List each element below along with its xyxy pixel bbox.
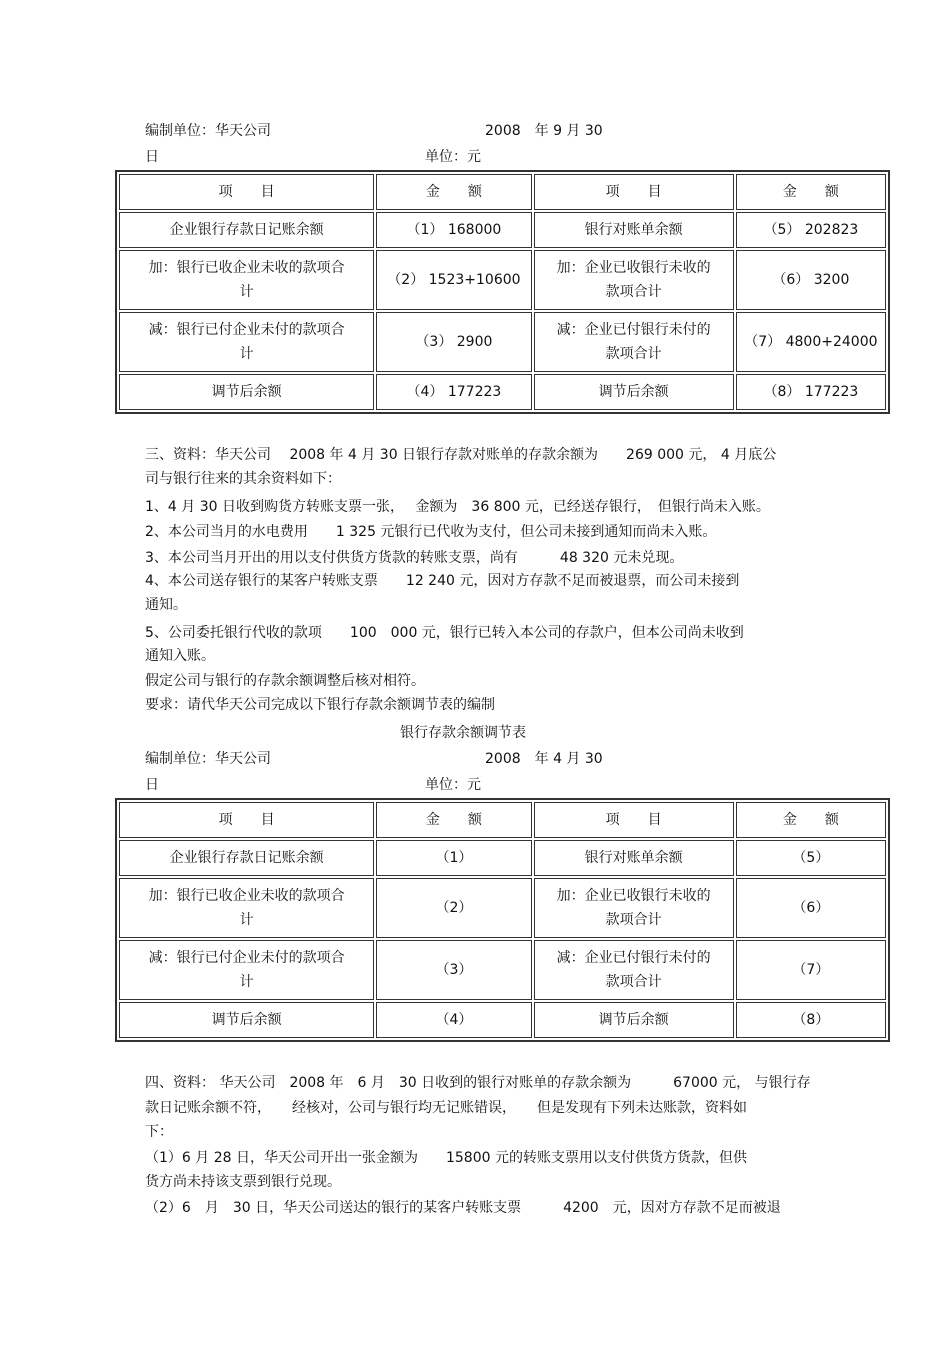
cell-label [119, 250, 374, 310]
section3-item-5-cont: 通知入账。 [145, 648, 215, 664]
cell-amount: （3） 2900 [376, 312, 531, 372]
reconciliation-table-2 [115, 798, 890, 1042]
header-item: 项 目 [119, 802, 374, 838]
cell-amount: （8） [736, 1002, 886, 1038]
table2-currency: 单位：元 [425, 777, 481, 793]
cell-label [119, 878, 374, 938]
table1-day: 日 [145, 149, 159, 165]
section4-paragraph-cont2: 下： [145, 1124, 173, 1140]
table2-day: 日 [145, 777, 159, 793]
cell-label-line: 减：银行已付企业未付的款项合 [148, 322, 345, 338]
cell-label-line: 计 [239, 974, 254, 990]
table-row [119, 212, 886, 248]
cell-label [119, 940, 374, 1000]
cell-amount: （5） [736, 840, 886, 876]
cell-label [534, 312, 734, 372]
header-amount: 金 额 [376, 174, 531, 210]
cell-label-line: 计 [239, 284, 254, 300]
header-amount: 金 额 [736, 174, 886, 210]
cell-amount: （3） [376, 940, 531, 1000]
cell-label: 企业银行存款日记账余额 [119, 212, 374, 248]
cell-label-line: 减：银行已付企业未付的款项合 [148, 950, 345, 966]
cell-amount: （7） 4800+24000 [736, 312, 886, 372]
table-row [119, 840, 886, 876]
cell-label: 调节后余额 [534, 1002, 734, 1038]
table-header-row [119, 802, 886, 838]
table2-date: 2008 年 4 月 30 [485, 751, 603, 767]
cell-amount: （1） 168000 [376, 212, 531, 248]
section3-item-4: 4、本公司送存银行的某客户转账支票 12 240 元，因对方存款不足而被退票，而公司未接到 [145, 573, 740, 589]
table2-unit-label: 编制单位：华天公司 [145, 751, 271, 767]
cell-label-line: 款项合计 [605, 974, 662, 990]
cell-label-line: 加：企业已收银行未收的 [556, 260, 711, 276]
cell-amount: （8） 177223 [736, 374, 886, 410]
section3-item-5: 5、公司委托银行代收的款项 100 000 元，银行已转入本公司的存款户，但本公司尚未收到 [145, 625, 744, 641]
section3-item-4-cont: 通知。 [145, 597, 187, 613]
cell-amount: （7） [736, 940, 886, 1000]
cell-amount: （2） [376, 878, 531, 938]
cell-label: 银行对账单余额 [534, 840, 734, 876]
table-row [119, 878, 886, 938]
table-row [119, 374, 886, 410]
cell-label-line: 减：企业已付银行未付的 [556, 950, 711, 966]
cell-label: 银行对账单余额 [534, 212, 734, 248]
cell-label: 调节后余额 [534, 374, 734, 410]
cell-amount: （4） 177223 [376, 374, 531, 410]
cell-label-line: 款项合计 [605, 284, 662, 300]
section3-paragraph: 三、资料：华天公司 2008 年 4 月 30 日银行存款对账单的存款余额为 269 000 元， 4 月底公 [145, 447, 777, 463]
cell-amount: （5） 202823 [736, 212, 886, 248]
table-row [119, 250, 886, 310]
section3-item-3: 3、本公司当月开出的用以支付供货方货款的转账支票，尚有 48 320 元未兑现。 [145, 550, 684, 566]
cell-label-line: 款项合计 [605, 912, 662, 928]
cell-label: 调节后余额 [119, 374, 374, 410]
cell-amount: （4） [376, 1002, 531, 1038]
table1-currency: 单位：元 [425, 149, 481, 165]
section3-item-2: 2、本公司当月的水电费用 1 325 元银行已代收为支付，但公司未接到通知而尚未入账。 [145, 524, 717, 540]
cell-amount: （6） 3200 [736, 250, 886, 310]
cell-label-line: 加：银行已收企业未收的款项合 [148, 888, 345, 904]
cell-amount: （2） 1523+10600 [376, 250, 531, 310]
cell-label [534, 940, 734, 1000]
section4-paragraph: 四、资料： 华天公司 2008 年 6 月 30 日收到的银行对账单的存款余额为 67000 元， 与银行存 [145, 1075, 811, 1091]
table1-date: 2008 年 9 月 30 [485, 123, 603, 139]
cell-label-line: 减：企业已付银行未付的 [556, 322, 711, 338]
cell-amount: （1） [376, 840, 531, 876]
cell-label [534, 878, 734, 938]
table-row [119, 1002, 886, 1038]
table1-unit-label: 编制单位：华天公司 [145, 123, 271, 139]
section4-item-1-cont: 货方尚未持该支票到银行兑现。 [145, 1174, 341, 1190]
cell-label: 调节后余额 [119, 1002, 374, 1038]
cell-label: 企业银行存款日记账余额 [119, 840, 374, 876]
cell-label-line: 款项合计 [605, 346, 662, 362]
reconciliation-table-1 [115, 170, 890, 414]
header-item: 项 目 [534, 802, 734, 838]
cell-label-line: 加：银行已收企业未收的款项合 [148, 260, 345, 276]
header-amount: 金 额 [736, 802, 886, 838]
cell-label-line: 计 [239, 912, 254, 928]
cell-amount: （6） [736, 878, 886, 938]
cell-label-line: 计 [239, 346, 254, 362]
cell-label [119, 312, 374, 372]
table-row [119, 312, 886, 372]
table-row [119, 940, 886, 1000]
header-item: 项 目 [119, 174, 374, 210]
table2-title: 银行存款余额调节表 [400, 725, 526, 741]
table-header-row [119, 174, 886, 210]
section3-requirement: 要求：请代华天公司完成以下银行存款余额调节表的编制 [145, 697, 495, 713]
cell-label [534, 250, 734, 310]
cell-label-line: 加：企业已收银行未收的 [556, 888, 711, 904]
header-item: 项 目 [534, 174, 734, 210]
section3-assumption: 假定公司与银行的存款余额调整后核对相符。 [145, 673, 425, 689]
header-amount: 金 额 [376, 802, 531, 838]
section3-paragraph-cont: 司与银行往来的其余资料如下： [145, 471, 341, 487]
section4-item-2: （2）6 月 30 日，华天公司送达的银行的某客户转账支票 4200 元，因对方存款不足而被退 [145, 1200, 781, 1216]
section4-item-1: （1）6 月 28 日，华天公司开出一张金额为 15800 元的转账支票用以支付供货方货款，但供 [145, 1150, 747, 1166]
section3-item-1: 1、4 月 30 日收到购货方转账支票一张， 金额为 36 800 元，已经送存银行， 但银行尚未入账。 [145, 499, 770, 515]
section4-paragraph-cont: 款日记账余额不符， 经核对，公司与银行均无记账错误， 但是发现有下列未达账款，资料如 [145, 1100, 747, 1116]
